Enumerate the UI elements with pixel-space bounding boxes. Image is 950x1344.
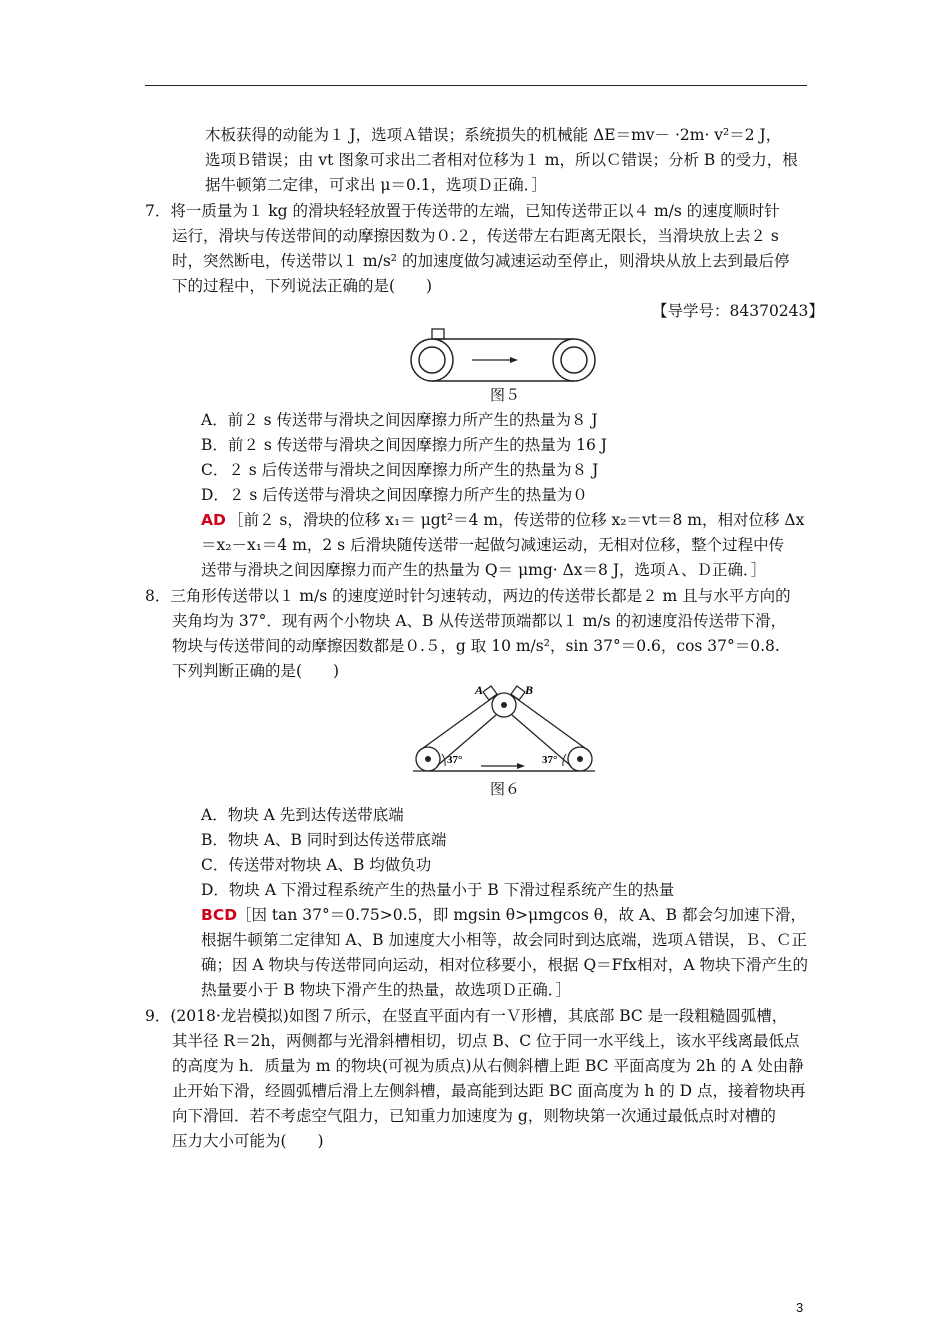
q9-line-2: 其半径 R＝2h，两侧都与光滑斜槽相切，切点 B、C 位于同一水平线上，该水平线离最低点 — [172, 1032, 800, 1050]
q8-explain-2: 根据牛顿第二定律知 A、B 加速度大小相等，故会同时到达底端，选项Ａ错误，Ｂ、Ｃ正 — [201, 931, 807, 949]
q9-line-6: 压力大小可能为( ) — [172, 1132, 324, 1150]
conveyor-belt-figure — [410, 326, 596, 382]
q8-line-2: 夹角均为 37°．现有两个小物块 A、B 从传送带顶端都以１ m/s 的初速度沿传送带下滑， — [172, 612, 787, 630]
q8-answer-label: BCD — [201, 906, 238, 924]
angle-right: 37° — [542, 754, 558, 766]
q8-option-d: D．物块 A 下滑过程系统产生的热量小于 B 下滑过程系统产生的热量 — [201, 881, 675, 899]
q9-line-1: 9．(2018·龙岩模拟)如图７所示，在竖直平面内有一Ｖ形槽，其底部 BC 是一段粗糙圆弧槽， — [145, 1007, 788, 1025]
q9-line-3: 的高度为 h．质量为 m 的物块(可视为质点)从右侧斜槽上距 BC 平面高度为 2h 的 A 处由静 — [172, 1057, 804, 1075]
q7-explain-2: ＝x₂－x₁＝4 m，2 s 后滑块随传送带一起做匀减速运动，无相对位移，整个过程中传 — [201, 536, 785, 554]
q8-line-1: 8．三角形传送带以１ m/s 的速度逆时针匀速转动，两边的传送带长都是２ m 且与水平方向的 — [145, 587, 791, 605]
q7-line-2: 运行，滑块与传送带间的动摩擦因数为０.２，传送带左右距离无限长，当滑块放上去２ s — [172, 227, 779, 245]
q7-option-a: A．前２ s 传送带与滑块之间因摩擦力所产生的热量为８ J — [201, 411, 598, 429]
q8-line-3: 物块与传送带间的动摩擦因数都是０.５，g 取 10 m/s²，sin 37°＝0.6，cos 37°＝0.8. — [172, 637, 780, 655]
q8-explain-3: 确；因 A 物块与传送带同向运动，相对位移要小，根据 Q＝Ffx相对，A 物块下滑产生的 — [201, 956, 809, 974]
triangle-belt-figure — [413, 684, 595, 776]
q8-option-b: B．物块 A、B 同时到达传送带底端 — [201, 831, 447, 849]
prev-answer-line-1: 木板获得的动能为１ J，选项Ａ错误；系统损失的机械能 ΔE＝mv－ ·2m· v²＝2 J， — [205, 126, 782, 144]
q7-line-1: 7．将一质量为１ kg 的滑块轻轻放置于传送带的左端，已知传送带正以４ m/s 的速度顺时针 — [145, 202, 780, 220]
q8-line-4: 下列判断正确的是( ) — [172, 662, 340, 680]
header-rule — [145, 85, 807, 86]
q8-option-c: C．传送带对物块 A、B 均做负功 — [201, 856, 432, 874]
figure-5-caption: 图５ — [490, 386, 521, 404]
angle-left: 37° — [447, 754, 463, 766]
q9-line-5: 向下滑回．若不考虑空气阻力，已知重力加速度为 g，则物块第一次通过最低点时对槽的 — [172, 1107, 776, 1125]
q7-explain-1: ［前２ s，滑块的位移 x₁＝ μgt²＝4 m，传送带的位移 x₂＝vt＝8 m，相对位移 Δx — [228, 511, 805, 529]
prev-answer-line-3: 据牛顿第二定律，可求出 μ＝0.1，选项Ｄ正确．］ — [205, 176, 547, 194]
q7-answer-label: AD — [201, 511, 226, 529]
q8-explain-4: 热量要小于 B 物块下滑产生的热量，故选项Ｄ正确．］ — [201, 981, 571, 999]
q7-option-b: B．前２ s 传送带与滑块之间因摩擦力所产生的热量为 16 J — [201, 436, 607, 454]
figure-6-caption: 图６ — [490, 780, 521, 798]
q7-option-c: C．２ s 后传送带与滑块之间因摩擦力所产生的热量为８ J — [201, 461, 599, 479]
q7-explain-3: 送带与滑块之间因摩擦力而产生的热量为 Q＝ μmg· Δx＝8 J，选项Ａ、Ｄ正确．］ — [201, 561, 767, 579]
q7-line-4: 下的过程中，下列说法正确的是( ) — [172, 277, 433, 295]
q7-guide-number: 【导学号：84370243】 — [652, 302, 824, 320]
q8-option-a: A．物块 A 先到达传送带底端 — [201, 806, 404, 824]
q9-line-4: 止开始下滑，经圆弧槽后滑上左侧斜槽，最高能到达距 BC 面高度为 h 的 D 点，接着物块再 — [172, 1082, 806, 1100]
q8-explain-1: ［因 tan 37°＝0.75>0.5，即 mgsin θ>μmgcos θ，故 A、B 都会匀加速下滑， — [236, 906, 806, 924]
q7-option-d: D．２ s 后传送带与滑块之间因摩擦力所产生的热量为０ — [201, 486, 588, 504]
q7-line-3: 时，突然断电，传送带以１ m/s² 的加速度做匀减速运动至停止，则滑块从放上去到最后停 — [172, 252, 790, 270]
prev-answer-line-2: 选项Ｂ错误；由 vt 图象可求出二者相对位移为１ m，所以Ｃ错误；分析 B 的受力，根 — [205, 151, 798, 169]
label-a: A — [475, 683, 484, 697]
label-b: B — [525, 683, 534, 697]
page-number: 3 — [796, 1300, 804, 1315]
